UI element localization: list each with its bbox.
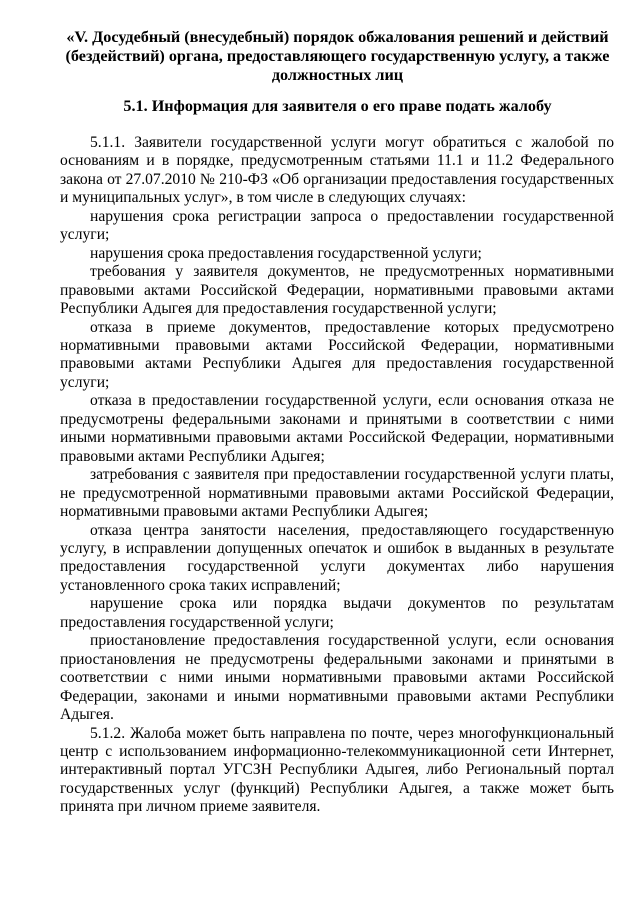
list-item-fee-demand: затребования с заявителя при предоставлении государственной услуги платы, не предусмотренной нормативными правовыми актами Российской Федерации, нормативными правовыми актами Республики Адыгея; [60,466,614,521]
list-item-issue-deadline: нарушение срока или порядка выдачи документов по результатам предоставления государственной услуги; [60,595,614,631]
list-item-suspension: приостановление предоставления государственной услуги, если основания приостановления не предусмотрены федеральными законами и принятыми в соответствии с ними иными нормативными правовыми актами Российской Федерации, законами и иными нормативными правовыми актами Республики Адыгея. [60,632,614,724]
list-item-service-deadline: нарушения срока предоставления государственной услуги; [90,244,482,262]
list-item-extra-documents: требования у заявителя документов, не предусмотренных нормативными правовыми актами Российской Федерации, нормативными правовыми актами Республики Адыгея для предоставления государственной услуги; [60,263,614,318]
paragraph-5-1-2: 5.1.2. Жалоба может быть направлена по почте, через многофункциональный центр с использованием информационно-телекоммуникационной сети Интернет, интерактивный портал УГСЗН Республики Адыгея, либо Региональный портал государственных услуг (функций) Республики Адыгея, а также может быть принята при личном приеме заявителя. [60,724,614,816]
list-item-document-refusal: отказа в приеме документов, предоставление которых предусмотрено нормативными правовыми актами Российской Федерации, нормативными правовыми актами Республики Адыгея для предоставления государственной услуги; [60,318,614,391]
section-heading: «V. Досудебный (внесудебный) порядок обжалования решений и действий (бездействий) органа, предоставляющего государственную услугу, а также должностных лиц [65,28,610,84]
body-text [60,134,614,817]
paragraph-5-1-1: 5.1.1. Заявители государственной услуги могут обратиться с жалобой по основаниям и в порядке, предусмотренным статьями 11.1 и 11.2 Федерального закона от 27.07.2010 № 210-ФЗ «Об организации предоставления государственных и муниципальных услуг», в том числе в следующих случаях: [60,134,614,207]
list-item-registration-deadline: нарушения срока регистрации запроса о предоставлении государственной услуги; [60,207,614,244]
list-item-correction-refusal: отказа центра занятости населения, предоставляющего государственную услугу, в исправлении допущенных опечаток и ошибок в выданных в результате предоставления государственной услуги документах либо нарушения установленного срока таких исправлений; [60,521,614,594]
subsection-heading: 5.1. Информация для заявителя о его праве подать жалобу [123,97,552,115]
list-item-service-refusal: отказа в предоставлении государственной услуги, если основания отказа не предусмотрены федеральными законами и принятыми в соответствии с ними иными нормативными правовыми актами Российской Федерации, нормативными правовыми актами Республики Адыгея; [60,392,614,465]
